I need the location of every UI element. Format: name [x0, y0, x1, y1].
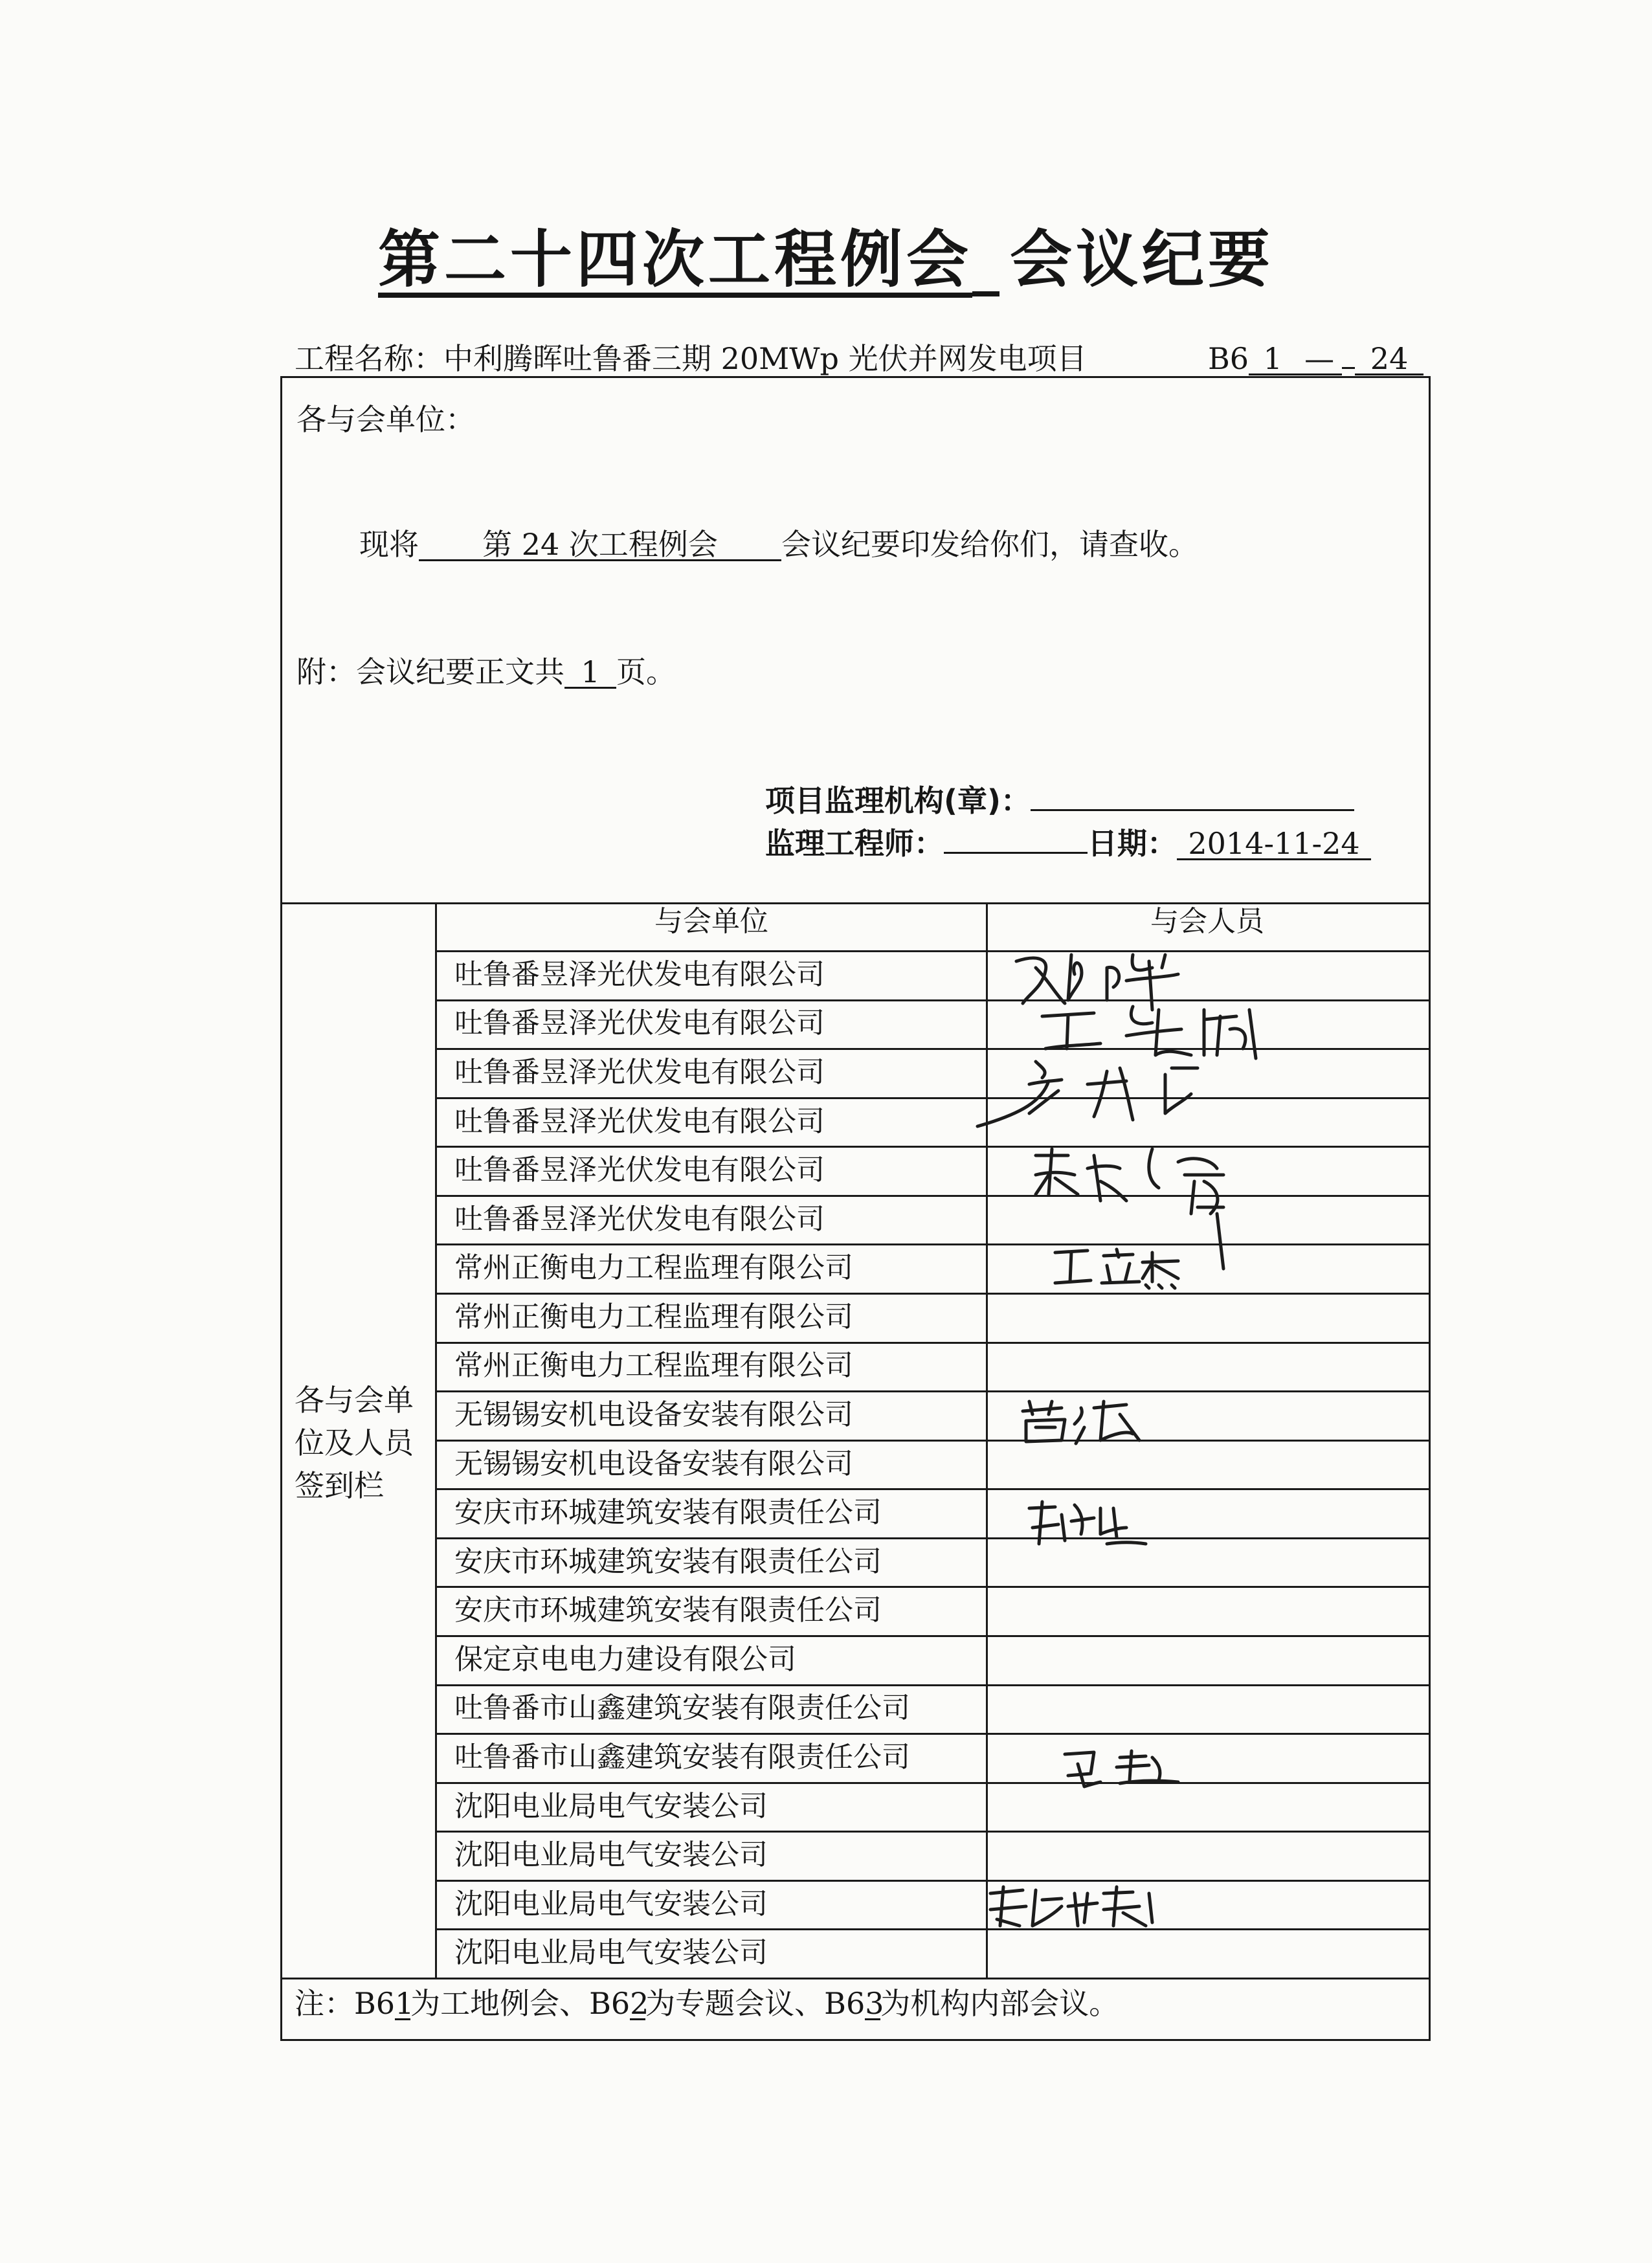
table-row-unit: 吐鲁番市山鑫建筑安装有限责任公司	[454, 1740, 910, 1774]
attachment-suffix: 页。	[616, 654, 676, 689]
table-row-line	[435, 1293, 1429, 1295]
footnote-n3: 3	[865, 1986, 884, 2021]
table-row-unit: 常州正衡电力工程监理有限公司	[454, 1251, 853, 1285]
table-row-unit: 沈阳电业局电气安装公司	[454, 1838, 768, 1872]
table-row-unit: 保定京电电力建设有限公司	[454, 1642, 796, 1676]
table-row-line	[435, 999, 1429, 1001]
notice-sentence	[359, 527, 1198, 562]
table-row-unit: 无锡锡安机电设备安装有限公司	[454, 1447, 853, 1480]
footnote-prefix: 注：B6	[295, 1986, 396, 2021]
attendance-side-label	[295, 1379, 414, 1507]
footnote	[295, 1986, 1119, 2021]
approval-org-label: 项目监理机构(章)：	[765, 783, 1031, 818]
project-name: 中利腾晖吐鲁番三期 20MWp 光伏并网发电项目	[443, 341, 1087, 376]
table-row-unit: 吐鲁番昱泽光伏发电有限公司	[454, 1007, 825, 1040]
side-label-line: 位及人员	[295, 1425, 414, 1460]
table-bottom-line	[280, 1978, 1429, 1979]
signature-7	[1023, 1495, 1152, 1554]
table-row-unit: 安庆市环城建筑安装有限责任公司	[454, 1496, 882, 1530]
header-bottom-line	[435, 950, 1429, 952]
attachment-pages: 1	[564, 657, 616, 689]
code-number: 24	[1355, 344, 1423, 375]
notice-suffix: 会议纪要印发给你们，请查收。	[781, 527, 1198, 562]
table-row-unit: 安庆市环城建筑安装有限责任公司	[454, 1544, 882, 1578]
table-row-unit: 吐鲁番昱泽光伏发电有限公司	[454, 1154, 825, 1187]
footnote-text2: 为专题会议、B6	[645, 1986, 865, 2021]
signature-2	[1036, 997, 1269, 1062]
title-underline-gap	[972, 291, 999, 296]
table-row-line	[435, 1537, 1429, 1539]
table-row-line	[435, 1048, 1429, 1050]
table-row-unit: 常州正衡电力工程监理有限公司	[454, 1349, 853, 1383]
table-row-line	[435, 1880, 1429, 1882]
table-row-line	[435, 1342, 1429, 1344]
footnote-text1: 为工地例会、B6	[410, 1986, 631, 2021]
document-title	[0, 210, 1652, 299]
side-label-line: 各与会单	[295, 1383, 414, 1418]
side-label-line: 签到栏	[295, 1468, 384, 1503]
table-row-line	[435, 1586, 1429, 1588]
code-prefix: B6	[1208, 341, 1249, 376]
title-part2: 会议纪要	[1010, 223, 1274, 296]
table-row-line	[435, 1831, 1429, 1833]
table-row-unit: 吐鲁番昱泽光伏发电有限公司	[454, 1202, 825, 1236]
table-row-line	[435, 1782, 1429, 1784]
notice-prefix: 现将	[359, 527, 419, 562]
column-header-person: 与会人员	[1150, 905, 1264, 938]
code-gap	[1342, 367, 1355, 369]
table-top-line	[280, 902, 1429, 904]
title-part1: 第二十四次工程例会	[378, 223, 972, 296]
table-row-unit: 常州正衡电力工程监理有限公司	[454, 1300, 853, 1333]
table-row-unit: 无锡锡安机电设备安装有限公司	[454, 1398, 853, 1431]
table-row-unit: 吐鲁番昱泽光伏发电有限公司	[454, 1055, 825, 1089]
table-row-line	[435, 1440, 1429, 1442]
table-row-unit: 吐鲁番市山鑫建筑安装有限责任公司	[454, 1691, 910, 1725]
attachment-line	[296, 654, 676, 689]
table-row-unit: 安庆市环城建筑安装有限责任公司	[454, 1594, 882, 1627]
project-label: 工程名称：	[295, 341, 443, 376]
code-type: 1	[1249, 344, 1297, 375]
footnote-n1: 1	[395, 1986, 414, 2021]
table-row-line	[435, 1097, 1429, 1099]
engineer-label: 监理工程师：	[765, 826, 944, 861]
date-value: 2014-11-24	[1177, 829, 1371, 860]
table-row-unit: 沈阳电业局电气安装公司	[454, 1789, 768, 1823]
table-row-unit: 沈阳电业局电气安装公司	[454, 1887, 768, 1921]
engineer-field	[944, 822, 1088, 854]
approval-org	[765, 779, 1354, 816]
signature-8	[1055, 1745, 1185, 1796]
signature-5	[1049, 1243, 1191, 1295]
meeting-name: 第 24 次工程例会	[419, 530, 781, 561]
table-row-line	[435, 1390, 1429, 1392]
table-row-line	[435, 1488, 1429, 1490]
addressee: 各与会单位：	[296, 402, 475, 437]
footnote-text3: 为机构内部会议。	[880, 1986, 1119, 2021]
column-header-unit: 与会单位	[654, 905, 768, 938]
table-row-unit: 沈阳电业局电气安装公司	[454, 1936, 768, 1970]
signature-3	[971, 1055, 1243, 1139]
table-row-line	[435, 1684, 1429, 1686]
code-dash: —	[1297, 344, 1342, 375]
table-row-line	[435, 1928, 1429, 1930]
document-code	[1208, 341, 1423, 376]
approval-engineer	[765, 822, 1371, 860]
table-row-unit: 吐鲁番昱泽光伏发电有限公司	[454, 1104, 825, 1138]
table-row-line	[435, 1733, 1429, 1735]
approval-org-field	[1031, 779, 1354, 811]
signature-9	[984, 1880, 1178, 1932]
table-row-line	[435, 1635, 1429, 1637]
project-line	[295, 341, 1087, 376]
footnote-n2: 2	[630, 1986, 649, 2021]
signature-6	[1016, 1395, 1146, 1447]
table-row-unit: 吐鲁番昱泽光伏发电有限公司	[454, 957, 825, 991]
date-label: 日期：	[1088, 826, 1177, 861]
attachment-prefix: 附：会议纪要正文共	[296, 654, 564, 689]
